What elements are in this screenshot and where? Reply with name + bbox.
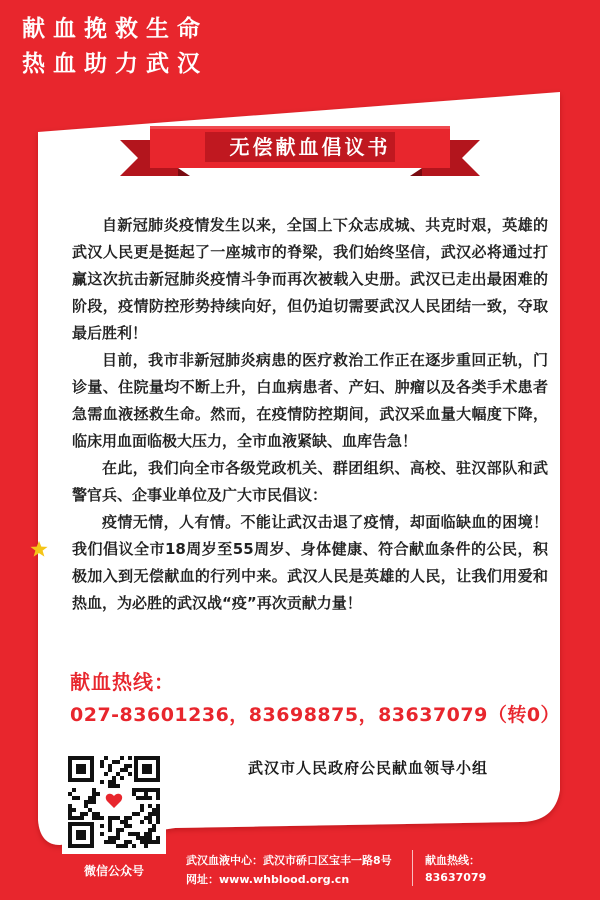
hotline-numbers: 027-83601236，83698875，83637079（转0） — [70, 704, 561, 726]
footer-hotline-number: 83637079 — [425, 871, 487, 884]
paragraph-3: 在此，我们向全市各级党政机关、群团组织、高校、驻汉部队和武警官兵、企事业单位及广大市民倡议： — [72, 459, 548, 504]
paragraph-1: 自新冠肺炎疫情发生以来，全国上下众志成城、共克时艰，英雄的武汉人民更是挺起了一座城市的脊梁，我们始终坚信，武汉必将通过打赢这次抗击新冠肺炎疫情斗争而再次被载入史册。武汉已走出最困难的阶段，疫情防控形势持续向好，但仍迫切需要武汉人民团结一致，夺取最后胜利！ — [72, 216, 548, 342]
qr-code-icon — [62, 750, 166, 854]
qr-code — [62, 750, 166, 854]
footer-address: 武汉血液中心：武汉市硚口区宝丰一路8号 — [186, 854, 392, 867]
slogan-line-1: 献血挽救生命 — [22, 16, 208, 42]
qr-caption: 微信公众号 — [83, 864, 144, 878]
letter-title: 无偿献血倡议书 — [229, 135, 391, 159]
hotline-label: 献血热线： — [70, 670, 175, 694]
paragraph-4: 疫情无情，人有情。不能让武汉击退了疫情，却面临缺血的困境！我们倡议全市18周岁至55周岁、身体健康、符合献血条件的公民，积极加入到无偿献血的行列中来。武汉人民是英雄的人民，让我们用爱和热血，为必胜的武汉战“疫”再次贡献力量！ — [72, 513, 548, 612]
footer-divider — [412, 850, 413, 886]
slogan-line-2: 热血助力武汉 — [22, 51, 208, 77]
star-icon — [30, 540, 48, 558]
signature-organization: 武汉市人民政府公民献血领导小组 — [248, 759, 489, 777]
paragraph-2: 目前，我市非新冠肺炎病患的医疗救治工作正在逐步重回正轨，门诊量、住院量均不断上升，白血病患者、产妇、肿瘤以及各类手术患者急需血液拯救生命。然而，在疫情防控期间，武汉采血量大幅度下降，临床用血面临极大压力，全市血液紧缺、血库告急！ — [72, 351, 548, 450]
footer-website[interactable]: 网址：www.whblood.org.cn — [186, 873, 350, 886]
letter-body — [72, 212, 548, 617]
footer-hotline-label: 献血热线： — [425, 854, 480, 867]
